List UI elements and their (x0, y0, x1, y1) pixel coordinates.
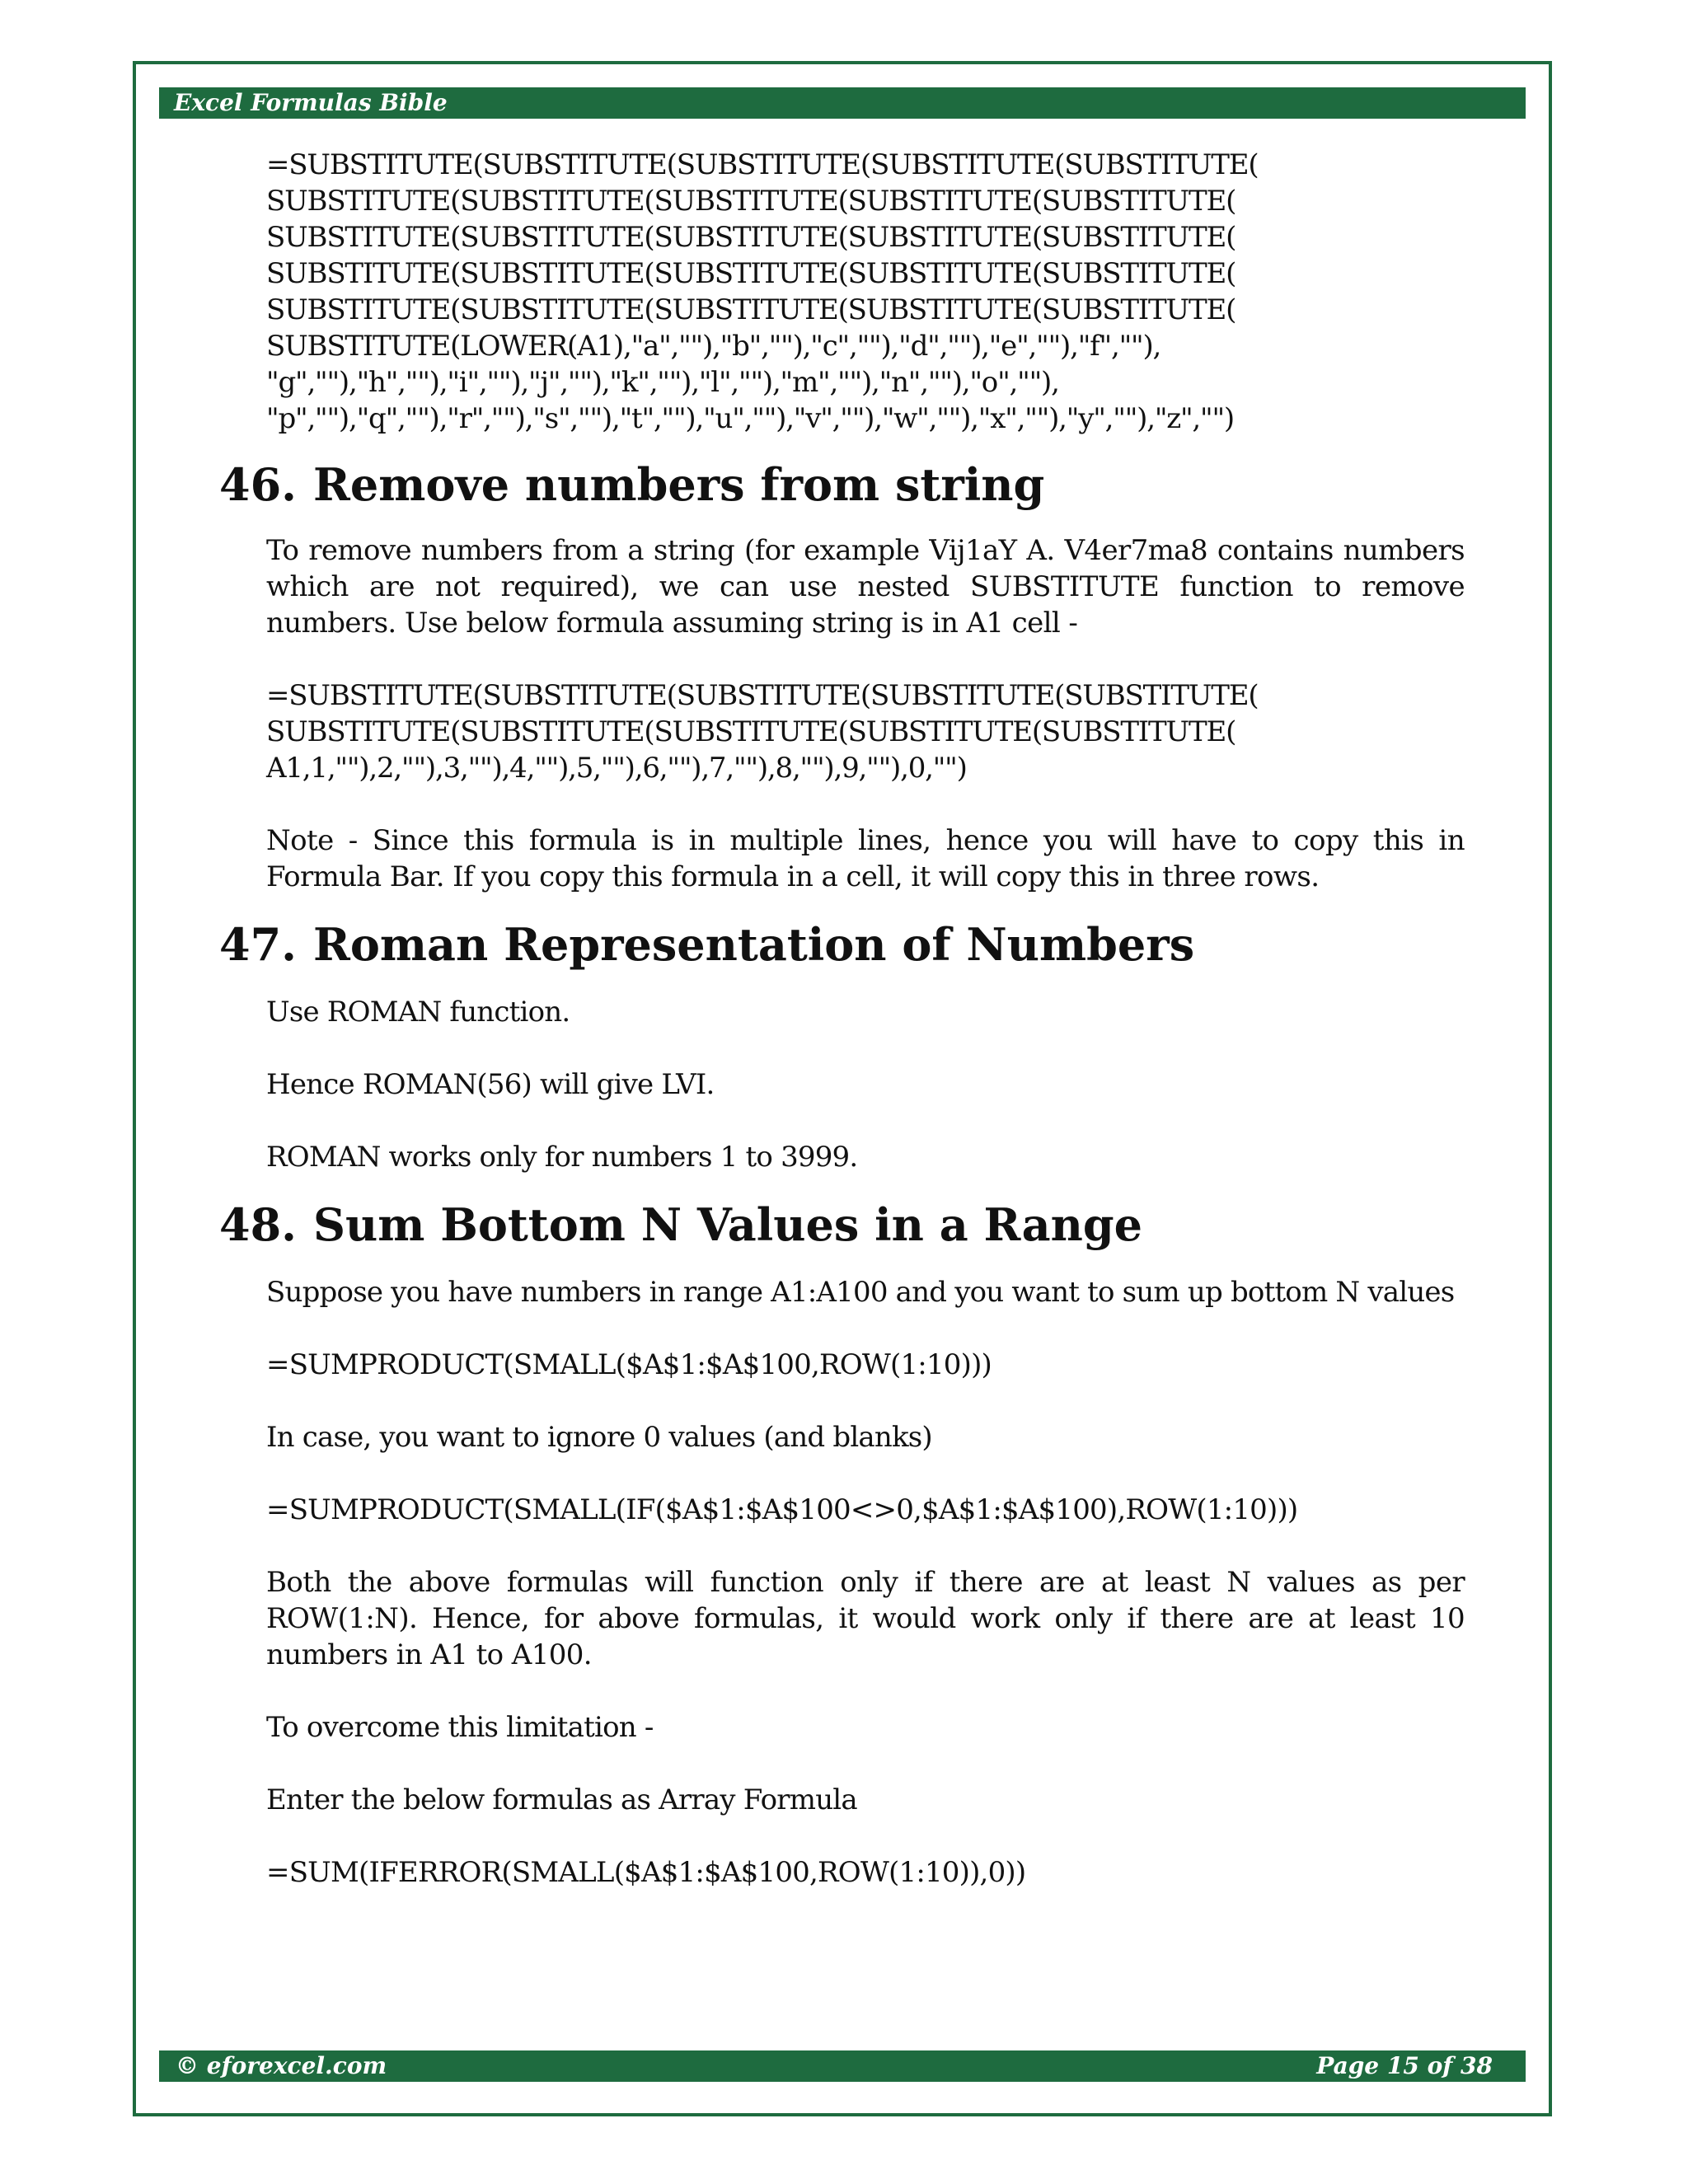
section-number: 48. (219, 1198, 297, 1251)
remove-numbers-formula: =SUBSTITUTE(SUBSTITUTE(SUBSTITUTE(SUBSTITUTE(SUBSTITUTE( SUBSTITUTE(SUBSTITUTE(SUBSTITUTE(SUBSTITUTE(SUBSTITUTE( A1,1,""),2,""),3,""),4,""),5,""),6,""),7,""),8,""),9,""),0,"") (266, 679, 1259, 785)
page-content (219, 147, 1472, 1891)
footer-bar (159, 2050, 1526, 2082)
section-46-note: Note - Since this formula is in multiple lines, hence you will have to copy this in Formula Bar. If you copy this formula in a cell, it will copy this in three rows. (266, 824, 1465, 893)
section-number: 47. (219, 918, 297, 971)
array-formula-line: Enter the below formulas as Array Formula (266, 1783, 857, 1816)
footer-page-number: Page 15 of 38 (1316, 2052, 1493, 2079)
roman-line-2: Hence ROMAN(56) will give LVI. (266, 1068, 715, 1101)
header-title: Excel Formulas Bible (174, 89, 448, 116)
ignore-zero-line: In case, you want to ignore 0 values (and blanks) (266, 1421, 932, 1454)
overcome-line: To overcome this limitation - (266, 1711, 654, 1744)
sum-bottom-formula-3: =SUM(IFERROR(SMALL($A$1:$A$100,ROW(1:10)),0)) (266, 1856, 1026, 1889)
section-title: Remove numbers from string (313, 458, 1045, 511)
sum-bottom-formula-1: =SUMPRODUCT(SMALL($A$1:$A$100,ROW(1:10))) (266, 1348, 992, 1381)
section-47-heading (219, 920, 1472, 969)
lowercase-removal-formula: =SUBSTITUTE(SUBSTITUTE(SUBSTITUTE(SUBSTITUTE(SUBSTITUTE( SUBSTITUTE(SUBSTITUTE(SUBSTITUTE(SUBSTITUTE(SUBSTITUTE( SUBSTITUTE(SUBSTITUTE(SUBSTITUTE(SUBSTITUTE(SUBSTITUTE( SUBSTITUTE(SUBSTITUTE(SUBSTITUTE(SUBSTITUTE(SUBSTITUTE( SUBSTITUTE(SUBSTITUTE(SUBSTITUTE(SUBSTITUTE(SUBSTITUTE( SUBSTITUTE(LOWER(A1),"a",""),"b",""),"c",""),"d",""),"e",""),"f",""), "g",""),"h",""),"i",""),"j",""),"k",""),"l",""),"m",""),"n",""),"o",""), "p",""),"q",""),"r",""),"s",""),"t",""),"u",""),"v",""),"w",""),"x",""),"y",""),"z","") (266, 148, 1259, 435)
section-title: Roman Representation of Numbers (313, 918, 1195, 971)
section-title: Sum Bottom N Values in a Range (313, 1198, 1142, 1251)
header-bar (159, 87, 1526, 119)
both-formulas-paragraph: Both the above formulas will function only if there are at least N values as per ROW(1:N). Hence, for above formulas, it would work only if there are at least 10 numbers in A1 to A100. (266, 1566, 1465, 1671)
section-number: 46. (219, 458, 297, 511)
section-48-heading (219, 1200, 1472, 1249)
section-46-heading (219, 460, 1472, 509)
roman-line-3: ROMAN works only for numbers 1 to 3999. (266, 1141, 858, 1174)
sum-bottom-intro: Suppose you have numbers in range A1:A100 and you want to sum up bottom N values (266, 1276, 1455, 1309)
section-46-intro: To remove numbers from a string (for example Vij1aY A. V4er7ma8 contains numbers which are not required), we can use nested SUBSTITUTE function to remove numbers. Use below formula assuming string is in A1 cell - (266, 534, 1465, 640)
sum-bottom-formula-2: =SUMPRODUCT(SMALL(IF($A$1:$A$100<>0,$A$1:$A$100),ROW(1:10))) (266, 1493, 1298, 1526)
roman-line-1: Use ROMAN function. (266, 996, 570, 1029)
footer-site: © eforexcel.com (176, 2052, 387, 2079)
